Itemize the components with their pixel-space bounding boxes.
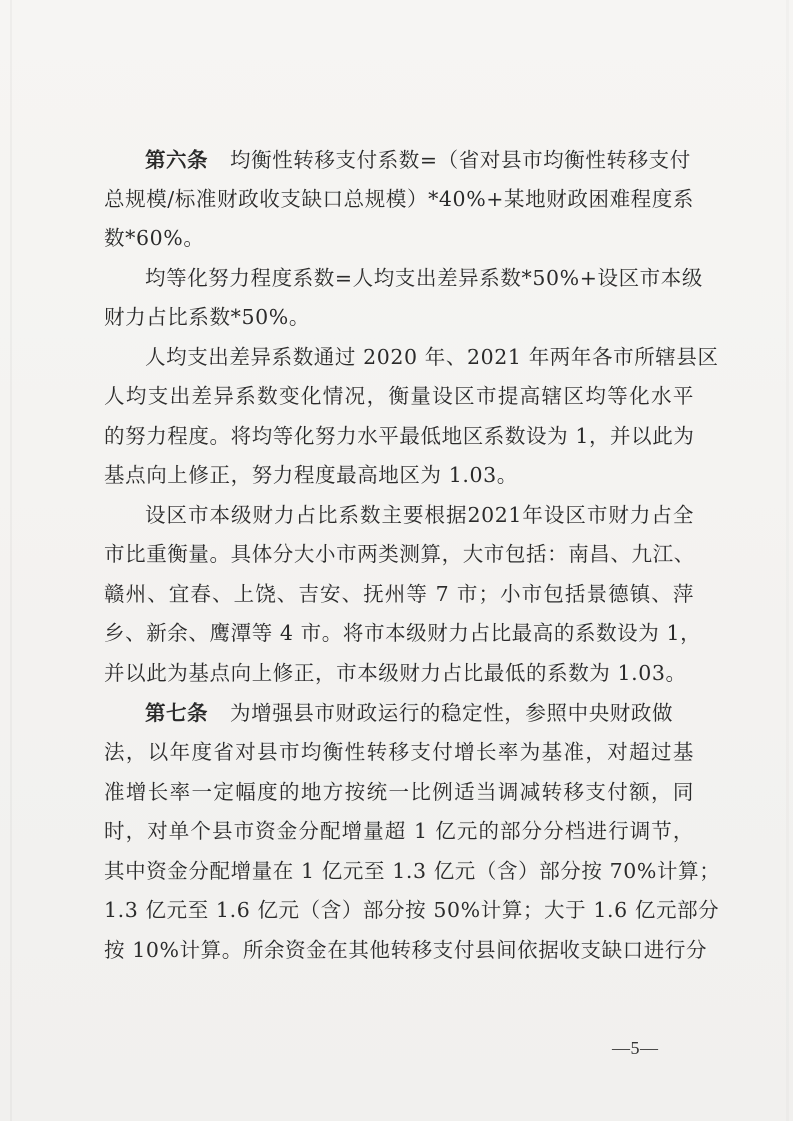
article-7-line-2: 法，以年度省对县市均衡性转移支付增长率为基准，对超过基 bbox=[104, 740, 694, 764]
article-7-line-1 bbox=[145, 700, 694, 726]
article-7-heading: 第七条 bbox=[145, 701, 208, 725]
paragraph-2-line-1: 均等化努力程度系数=人均支出差异系数*50%+设区市本级 bbox=[145, 266, 703, 290]
article-7-line-4: 时，对单个县市资金分配增量超 1 亿元的部分分档进行调节， bbox=[104, 819, 694, 843]
paragraph-4-line-4: 乡、新余、鹰潭等 4 市。将市本级财力占比最高的系数设为 1， bbox=[104, 621, 702, 645]
article-6-heading: 第六条 bbox=[145, 148, 208, 172]
paragraph-3-line-3: 的努力程度。将均等化努力水平最低地区系数设为 1，并以此为 bbox=[104, 424, 695, 448]
article-7-text: 为增强县市财政运行的稳定性，参照中央财政做 bbox=[230, 701, 674, 725]
paragraph-4-line-2: 市比重衡量。具体分大小市两类测算，大市包括：南昌、九江、 bbox=[104, 542, 695, 566]
article-7-line-5: 其中资金分配增量在 1 亿元至 1.3 亿元（含）部分按 70%计算； bbox=[104, 859, 721, 883]
paragraph-3-line-2: 人均支出差异系数变化情况，衡量设区市提高辖区均等化水平 bbox=[104, 384, 694, 408]
paragraph-3-line-1: 人均支出差异系数通过 2020 年、2021 年两年各市所辖县区 bbox=[145, 345, 719, 369]
paragraph-4-line-1: 设区市本级财力占比系数主要根据2021年设区市财力占全 bbox=[145, 503, 694, 527]
paragraph-4-line-5: 并以此为基点向上修正，市本级财力占比最低的系数为 1.03。 bbox=[104, 661, 687, 685]
article-7-line-3: 准增长率一定幅度的地方按统一比例适当调减转移支付额，同 bbox=[104, 780, 694, 804]
article-6-line-3: 数*60%。 bbox=[104, 226, 205, 250]
scan-edge-left bbox=[10, 0, 12, 1121]
page-number: —5— bbox=[612, 1038, 659, 1058]
article-7-line-7: 按 10%计算。所余资金在其他转移支付县间依据收支缺口进行分 bbox=[104, 938, 708, 962]
scan-edge-right bbox=[786, 0, 789, 1121]
paragraph-3-line-4: 基点向上修正，努力程度最高地区为 1.03。 bbox=[104, 463, 518, 487]
paragraph-4-line-3: 赣州、宜春、上饶、吉安、抚州等 7 市；小市包括景德镇、萍 bbox=[104, 582, 694, 606]
article-6-line-1 bbox=[145, 147, 694, 173]
article-6-text: 均衡性转移支付系数=（省对县市均衡性转移支付 bbox=[230, 148, 691, 172]
paragraph-2-line-2: 财力占比系数*50%。 bbox=[104, 305, 310, 329]
article-6-line-2: 总规模/标准财政收支缺口总规模）*40%+某地财政困难程度系 bbox=[104, 187, 694, 211]
article-7-line-6: 1.3 亿元至 1.6 亿元（含）部分按 50%计算；大于 1.6 亿元部分 bbox=[104, 898, 720, 922]
